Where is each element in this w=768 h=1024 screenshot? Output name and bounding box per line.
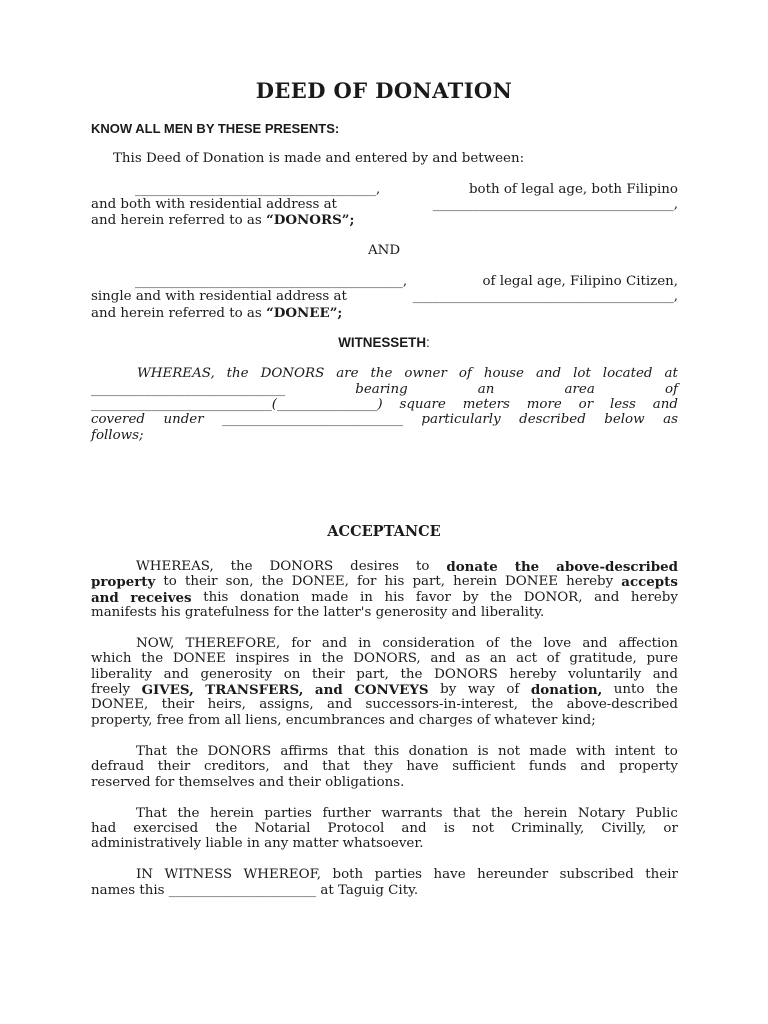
word: freely: [91, 682, 131, 697]
word: act: [516, 651, 537, 666]
donors-address-label: and both with residential address at: [91, 197, 337, 212]
word: THEREFORE,: [185, 636, 281, 651]
word: way: [467, 682, 495, 697]
acceptance-heading: ACCEPTANCE: [327, 523, 441, 540]
location-blank: _____________________________: [91, 382, 286, 397]
donors-line-1-text: both of legal age, both Filipino: [468, 182, 678, 197]
word: donation: [408, 744, 469, 759]
donors-line-1: [91, 182, 678, 198]
word: at: [664, 366, 678, 381]
word: Public: [635, 806, 678, 821]
word: That: [136, 744, 167, 759]
word: their: [312, 667, 345, 682]
word: an: [477, 382, 495, 397]
word: is: [477, 744, 489, 759]
word: pure: [646, 651, 678, 666]
donee-line-3: [91, 305, 342, 322]
para3-line-3: reserved for themselves and their obligations.: [91, 775, 405, 790]
word: and: [326, 697, 353, 712]
word: part,: [412, 574, 446, 589]
word: the: [656, 682, 678, 697]
word: TRANSFERS,: [205, 682, 304, 698]
word: that: [337, 744, 365, 759]
para2-line-2: [91, 651, 678, 667]
word: DONOR,: [523, 590, 583, 605]
word: and: [430, 651, 456, 666]
para2-line-6: property, free from all liens, encumbrances and charges of whatever kind;: [91, 713, 596, 728]
word: the: [176, 744, 199, 759]
word: parties: [374, 867, 423, 882]
word: consideration: [382, 636, 475, 651]
para2-line-1: [136, 636, 678, 652]
witnesseth-heading: [0, 335, 768, 351]
word: the: [514, 559, 540, 575]
word: made: [311, 590, 349, 605]
word: with: [575, 744, 606, 759]
donors-address-blank: ____________________________________,: [432, 197, 678, 212]
title-blank: ___________________________: [222, 412, 403, 427]
para1-line-2: [91, 574, 678, 590]
word: which: [91, 651, 132, 666]
word: above-described: [556, 559, 678, 575]
preamble: KNOW ALL MEN BY THESE PRESENTS:: [91, 121, 340, 136]
word: owner: [404, 366, 447, 381]
word: that: [453, 806, 481, 821]
word: DONEE,: [291, 574, 349, 589]
witnesseth-colon: :: [426, 335, 430, 350]
whereas-line-3: [91, 397, 678, 413]
donee-line-1-text: of legal age, Filipino Citizen,: [482, 274, 678, 289]
word: exercised: [133, 821, 199, 836]
word: DONORS: [434, 667, 498, 682]
word: or: [663, 821, 678, 836]
word: donation,: [530, 682, 603, 698]
word: part,: [356, 667, 389, 682]
word: meters: [462, 397, 510, 412]
word: to: [664, 744, 678, 759]
para5-location: at Taguig City.: [320, 883, 419, 898]
word: less: [609, 397, 636, 412]
word: located: [602, 366, 653, 381]
word: GIVES,: [141, 682, 194, 698]
word: and: [652, 667, 678, 682]
word: for: [357, 574, 377, 589]
donors-line-2: [91, 197, 678, 213]
word: DONORS,: [353, 651, 421, 666]
word: to: [415, 559, 430, 574]
para5-line-2: [91, 883, 418, 899]
word: further: [322, 806, 371, 821]
para4-line-1: [136, 806, 678, 822]
word: WHEREAS,: [137, 366, 215, 381]
whereas-line-1: [137, 366, 678, 382]
and-separator: AND: [367, 243, 401, 258]
word: the: [141, 651, 164, 666]
word: CONVEYS: [354, 682, 429, 698]
word: defraud: [91, 759, 145, 774]
word: accepts: [621, 574, 678, 590]
word: particularly: [421, 412, 501, 427]
word: That: [136, 806, 167, 821]
word: the: [215, 821, 238, 836]
word: are: [336, 366, 359, 381]
intro-line: This Deed of Donation is made and entered by and between:: [113, 151, 525, 166]
word: described: [519, 412, 586, 427]
word: NOW,: [136, 636, 175, 651]
word: receives: [130, 590, 192, 606]
word: property: [619, 759, 678, 774]
donee-address-blank: _______________________________________,: [412, 289, 678, 304]
word: DONORS: [269, 559, 334, 574]
word: have: [406, 759, 439, 774]
para4-line-3: administratively liable in any matter whatsoever.: [91, 836, 424, 851]
witnesseth-label: WITNESSETH: [338, 335, 427, 350]
word: to: [163, 574, 177, 589]
word: by: [462, 590, 479, 605]
donee-address-label: single and with residential address at: [91, 289, 347, 304]
word: have: [433, 867, 466, 882]
word: hereunder: [477, 867, 549, 882]
word: property: [91, 574, 156, 590]
word: herein: [453, 574, 497, 589]
word: assigns,: [259, 697, 314, 712]
word: funds: [528, 759, 567, 774]
word: donation: [239, 590, 300, 605]
word: and: [582, 636, 608, 651]
word: the: [177, 806, 200, 821]
word: successors-in-interest,: [365, 697, 519, 712]
word: the: [230, 559, 253, 574]
word: and: [652, 397, 678, 412]
word: Criminally,: [511, 821, 585, 836]
word: and: [580, 759, 606, 774]
word: under: [163, 412, 204, 427]
word: their: [645, 867, 678, 882]
word: the: [370, 366, 393, 381]
word: herein: [210, 806, 254, 821]
word: more: [526, 397, 562, 412]
para3-line-1: [136, 744, 678, 760]
word: DONEE: [505, 574, 559, 589]
word: and: [283, 759, 309, 774]
word: and: [594, 590, 620, 605]
word: creditors,: [204, 759, 270, 774]
word: on: [283, 667, 301, 682]
word: bearing: [355, 382, 408, 397]
word: of: [486, 636, 500, 651]
word: house: [483, 366, 524, 381]
word: is: [443, 821, 455, 836]
word: son,: [225, 574, 254, 589]
word: sufficient: [452, 759, 516, 774]
word: DONEE: [172, 651, 226, 666]
para2-line-5: [91, 697, 678, 713]
donee-name-blank: ________________________________________,: [135, 274, 408, 289]
word: both: [332, 867, 364, 882]
word: hereby: [630, 590, 678, 605]
date-blank: ______________________: [168, 883, 317, 898]
word: the: [510, 636, 533, 651]
para5-line-1: [136, 867, 678, 883]
word: desires: [350, 559, 400, 574]
word: WHEREAS,: [136, 559, 214, 574]
word: IN: [136, 867, 154, 882]
word: the: [321, 651, 344, 666]
word: and: [163, 667, 189, 682]
word: the: [490, 590, 513, 605]
word: intent: [614, 744, 656, 759]
word: DONORS: [260, 366, 325, 381]
word: of: [458, 366, 472, 381]
para1-line-3: [91, 590, 678, 606]
word: donate: [446, 559, 498, 575]
word: as: [663, 412, 678, 427]
word: square: [399, 397, 446, 412]
word: favor: [415, 590, 451, 605]
word: below: [604, 412, 645, 427]
word: hereby: [509, 667, 557, 682]
word: as: [465, 651, 481, 666]
whereas-line-2: [91, 382, 678, 398]
word: in: [358, 636, 372, 651]
para2-line-3: [91, 667, 678, 683]
word: herein: [523, 806, 568, 821]
word: his: [384, 590, 405, 605]
word: affirms: [280, 744, 329, 759]
word: and: [535, 366, 562, 381]
word: the: [400, 667, 423, 682]
word: gratitude,: [569, 651, 637, 666]
area-blank: ___________________________(_______________): [91, 397, 383, 412]
word: voluntarily: [568, 667, 642, 682]
word: Protocol: [327, 821, 385, 836]
word: lot: [573, 366, 591, 381]
word: not: [471, 821, 495, 836]
word: the: [531, 697, 554, 712]
word: parties: [264, 806, 312, 821]
word: and: [401, 821, 427, 836]
word: his: [384, 574, 405, 589]
word: for: [291, 636, 311, 651]
word: area: [564, 382, 595, 397]
word: the: [226, 366, 249, 381]
word: unto: [613, 682, 645, 697]
word: warrants: [381, 806, 443, 821]
word: their: [161, 697, 195, 712]
word: in: [359, 590, 373, 605]
word: that: [322, 759, 350, 774]
donee-designation-label: and herein referred to as: [91, 306, 262, 321]
word: this: [374, 744, 400, 759]
word: covered: [91, 412, 145, 427]
donee-line-1: [91, 274, 678, 290]
word: made: [529, 744, 567, 759]
word: DONEE,: [91, 697, 149, 712]
word: DONORS: [207, 744, 272, 759]
word: the: [261, 574, 284, 589]
word: of: [664, 382, 678, 397]
para4-line-2: [91, 821, 678, 837]
para5-names-this: names this: [91, 883, 165, 898]
word: and: [321, 636, 348, 651]
word: subscribed: [559, 867, 634, 882]
word: of: [546, 651, 560, 666]
word: Notary: [577, 806, 626, 821]
word: liberality: [91, 667, 152, 682]
word: the: [491, 806, 513, 821]
word: by: [440, 682, 457, 697]
word: generosity: [200, 667, 273, 682]
word: or: [578, 397, 594, 412]
word: their: [157, 759, 191, 774]
word: not: [497, 744, 521, 759]
donee-designation: “DONEE”;: [266, 305, 343, 321]
para3-line-2: [91, 759, 678, 775]
word: inspires: [235, 651, 290, 666]
word: their: [184, 574, 218, 589]
word: an: [489, 651, 507, 666]
donors-designation: “DONORS”;: [266, 212, 355, 228]
word: WITNESS: [164, 867, 233, 882]
whereas-line-5: follows;: [91, 428, 144, 443]
word: had: [91, 821, 117, 836]
word: affection: [618, 636, 678, 651]
word: in: [299, 651, 312, 666]
para1-line-1: [136, 559, 678, 575]
donors-designation-label: and herein referred to as: [91, 213, 262, 228]
word: WHEREOF,: [243, 867, 322, 882]
word: hereby: [566, 574, 614, 589]
word: and: [91, 590, 119, 606]
para1-line-4: manifests his gratefulness for the latter's generosity and liberality.: [91, 605, 545, 620]
word: of: [506, 682, 520, 697]
word: Notarial: [254, 821, 311, 836]
word: Civilly,: [601, 821, 647, 836]
donee-line-2: [91, 289, 678, 305]
donors-line-3: [91, 212, 354, 229]
donors-name-blank: ____________________________________,: [135, 182, 381, 197]
word: love: [543, 636, 572, 651]
para2-line-4: [91, 682, 678, 698]
word: heirs,: [207, 697, 246, 712]
word: this: [203, 590, 229, 605]
word: above-described: [566, 697, 678, 712]
word: they: [363, 759, 393, 774]
document-title: DEED OF DONATION: [255, 78, 513, 103]
word: and: [314, 682, 343, 698]
whereas-line-4: [91, 412, 678, 428]
